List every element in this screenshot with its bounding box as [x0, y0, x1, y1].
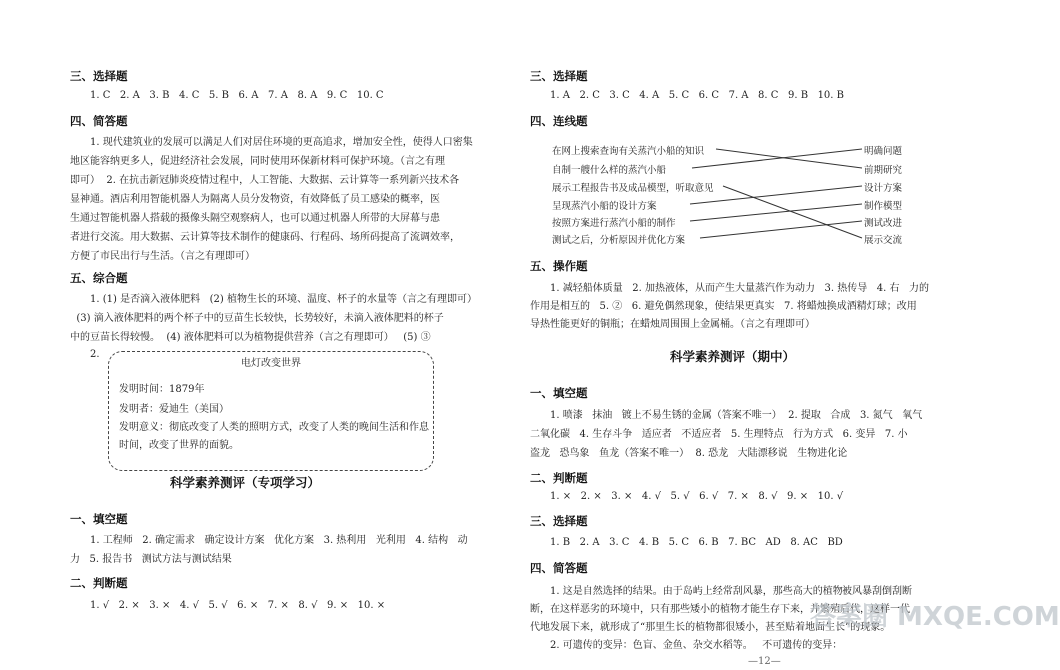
- section-title: 二、判断题: [530, 471, 588, 485]
- text-line: 中的豆苗长得较慢。 (4) 液体肥料可以为植物提供营养（言之有理即可） (5) ③: [70, 332, 431, 343]
- match-line: [700, 221, 862, 238]
- match-line: [723, 186, 862, 238]
- text-line: 1. 喷漆 抹油 镀上不易生锈的金属（答案不唯一） 2. 提取 合成 3. 氮气 氧气: [550, 410, 923, 421]
- match-left-item: 按照方案进行蒸汽小船的制作: [552, 218, 676, 229]
- answer-line: 1. A 2. C 3. C 4. A 5. C 6. C 7. A 8. C 9. B 10. B: [550, 90, 845, 101]
- section-title: 三、选择题: [530, 514, 588, 528]
- text-line: 断，在这样恶劣的环境中，只有那些矮小的植物才能生存下来，并繁殖后代，这样一代: [530, 604, 910, 615]
- text-line: 者进行交流。用大数据、云计算等技术制作的健康码、行程码、场所码提高了流调效率，: [70, 232, 460, 243]
- section-title: 二、判断题: [70, 576, 128, 590]
- card-line: 发明意义：彻底改变了人类的照明方式，改变了人类的晚间生活和作息: [119, 422, 429, 433]
- text-line: 二氧化碳 4. 生存斗争 适应者 不适应者 5. 生理特点 行为方式 6. 变异 7. 小: [530, 429, 908, 440]
- match-right-item: 设计方案: [864, 183, 903, 194]
- text-line: 盗龙 恐鸟象 鱼龙（答案不唯一） 8. 恐龙 大陆漂移说 生物进化论: [530, 448, 848, 459]
- match-right-item: 测试改进: [864, 218, 903, 229]
- text-line: 1. 减轻船体质量 2. 加热液体，从而产生大量蒸汽作为动力 3. 热传导 4. 右 力的: [550, 283, 930, 294]
- text-line: 1. (1) 是否滴入液体肥料 (2) 植物生长的环境、温度、杯子的水量等（言之有理即可）: [90, 294, 477, 305]
- text-line: 地区能容纳更多人，促进经济社会发展，同时使用环保新材料可保护环境。（言之有理: [70, 156, 445, 167]
- text-line: 被风暴刮倒刮断: [842, 586, 912, 597]
- match-line: [690, 204, 862, 221]
- section-title: 一、填空题: [70, 512, 128, 526]
- section-title: 四、连线题: [530, 114, 588, 128]
- section-title: 五、综合题: [70, 271, 128, 285]
- text-line: 作用是相互的 5. ② 6. 避免偶然现象，使结果更真实 7. 将蜡烛换成酒精灯球；改用: [530, 301, 917, 312]
- watermark-logo: 答案圈 MXQE.COM: [810, 602, 1060, 632]
- match-left-item: 呈现蒸汽小船的设计方案: [552, 201, 657, 212]
- text-line: (3) 滴入液体肥料的两个杯子中的豆苗生长较快，长势较好，未滴入液体肥料的杯子: [70, 313, 444, 324]
- match-left-item: 测试之后，分析原因并优化方案: [552, 235, 686, 246]
- text-line: 1. 工程师 2. 确定需求 确定设计方案 优化方案 3. 热利用 光利用 4. 结构 动: [90, 535, 468, 546]
- text-line: 代地发展下来，就形成了“那里生长的植物都很矮小，甚至贴着地面生长”的现象。: [530, 622, 891, 633]
- test-title: 科学素养测评（期中）: [670, 349, 796, 364]
- match-left-item: 展示工程报告书及成品模型，听取意见: [552, 183, 714, 194]
- card-line: 时间，改变了世界的面貌。: [119, 440, 239, 451]
- invention-card: [108, 351, 434, 471]
- answer-line: 1. B 2. A 3. C 4. B 5. C 6. B 7. BC AD 8. AC BD: [550, 537, 843, 548]
- match-right-item: 前期研究: [864, 165, 903, 176]
- match-right-item: 制作模型: [864, 201, 903, 212]
- page-number: —12—: [748, 656, 781, 667]
- answer-line: 1. C 2. A 3. B 4. C 5. B 6. A 7. A 8. A 9. C 10. C: [90, 90, 384, 101]
- section-title: 三、选择题: [530, 69, 588, 83]
- text-line: 力 5. 报告书 测试方法与测试结果: [70, 554, 232, 565]
- match-left-item: 自制一艘什么样的蒸汽小船: [552, 165, 667, 176]
- text-line: 即可） 2. 在抗击新冠肺炎疫情过程中，人工智能、大数据、云计算等一系列新兴技术各: [70, 175, 460, 186]
- section-title: 三、选择题: [70, 69, 128, 83]
- match-line: [690, 186, 862, 204]
- text-line: 2. 可遗传的变异：色盲、金鱼、杂交水稻等。 不可遗传的变异：: [550, 640, 843, 651]
- match-lines: [530, 138, 950, 248]
- match-right-item: 明确问题: [864, 146, 903, 157]
- text-line: 显神通。酒店利用智能机器人为隔离人员分发物资，有效降低了员工感染的概率，医: [70, 194, 440, 205]
- text-line: 1. 现代建筑业的发展可以满足人们对居住环境的更高追求，增加安全性，使得人口密集: [90, 137, 473, 148]
- card-line: 发明时间：1879年: [119, 384, 205, 395]
- answer-line: 1. × 2. × 3. × 4. √ 5. √ 6. √ 7. × 8. √ 9. × 10. √: [550, 491, 844, 502]
- text-line: 2.: [90, 349, 100, 360]
- text-line: 导热性能更好的铜瓶；在蜡烛周围围上金属桶。（言之有理即可）: [530, 319, 815, 330]
- section-title: 四、简答题: [70, 114, 128, 128]
- card-title: 电灯改变世界: [241, 358, 301, 369]
- section-title: 一、填空题: [530, 386, 588, 400]
- section-title: 四、简答题: [530, 561, 588, 575]
- match-left-item: 在网上搜索查询有关蒸汽小船的知识: [552, 146, 705, 157]
- match-right-item: 展示交流: [864, 235, 903, 246]
- section-title: 五、操作题: [530, 259, 588, 273]
- card-line: 发明者：爱迪生（美国）: [119, 404, 229, 415]
- matching-diagram: [530, 138, 950, 248]
- answer-line: 1. √ 2. × 3. × 4. √ 5. √ 6. × 7. × 8. √ 9. × 10. ×: [90, 600, 386, 611]
- text-line: 生通过智能机器人搭载的摄像头隔空观察病人，也可以通过机器人所带的大屏幕与患: [70, 213, 440, 224]
- test-title: 科学素养测评（专项学习）: [170, 475, 321, 490]
- text-line: 1. 这是自然选择的结果。由于岛屿上经常刮风暴，那些高大的植物: [550, 586, 843, 597]
- text-line: 方便了市民出行与生活。（言之有理即可）: [70, 251, 255, 262]
